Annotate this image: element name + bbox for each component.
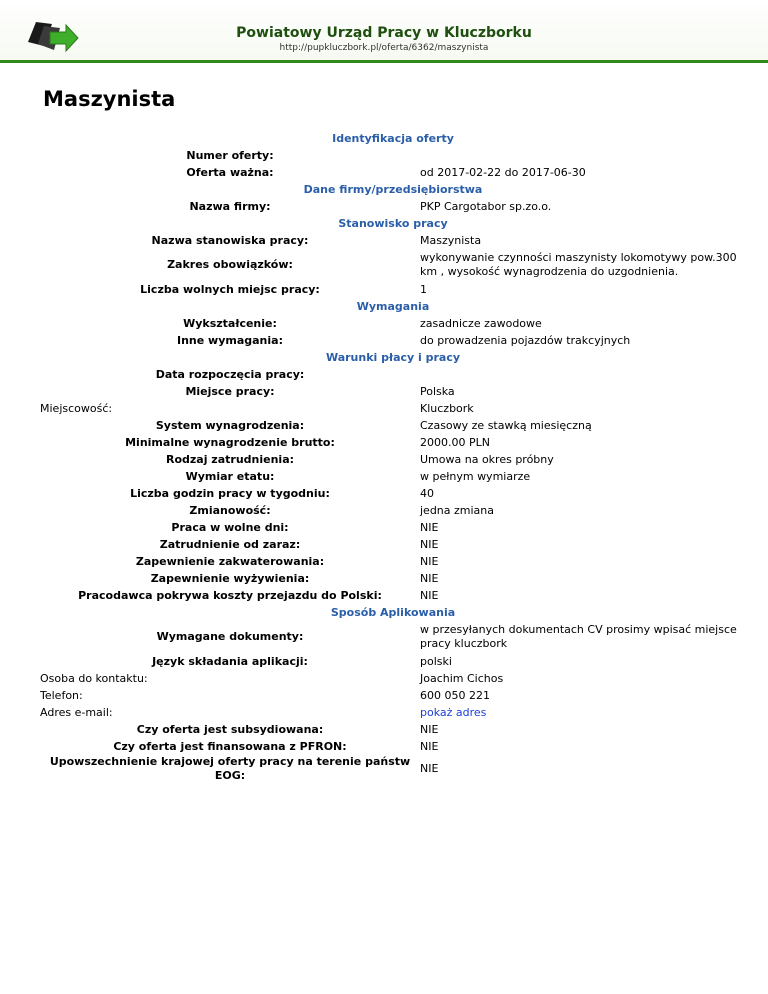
value-jezyk-aplikacji: polski — [420, 654, 452, 668]
value-praca-wolne-dni: NIE — [420, 520, 439, 534]
section-header-wymagania: Wymagania — [356, 299, 430, 313]
row-numer-oferty — [40, 147, 746, 164]
row-koszty-przejazdu — [40, 587, 746, 604]
label-rodzaj-zatrudnienia: Rodzaj zatrudnienia: — [165, 452, 295, 466]
value-wyksztalcenie: zasadnicze zawodowe — [420, 316, 542, 330]
label-telefon: Telefon: — [40, 688, 83, 702]
value-system-wynagrodzenia: Czasowy ze stawką miesięczną — [420, 418, 592, 432]
value-subsydiowana: NIE — [420, 722, 439, 736]
row-zakres-obowiazkow — [40, 249, 746, 281]
label-liczba-godzin: Liczba godzin pracy w tygodniu: — [130, 486, 330, 500]
label-miejscowosc: Miejscowość: — [40, 401, 113, 415]
label-email: Adres e-mail: — [40, 705, 113, 719]
row-subsydiowana — [40, 721, 746, 738]
offer-details-table — [40, 130, 746, 783]
site-header — [0, 0, 768, 63]
row-liczba-miejsc — [40, 281, 746, 298]
label-numer-oferty: Numer oferty: — [186, 148, 274, 162]
row-inne-wymagania — [40, 332, 746, 349]
value-zakwaterowanie: NIE — [420, 554, 439, 568]
label-miejsce-pracy: Miejsce pracy: — [185, 384, 275, 398]
row-data-rozpoczecia — [40, 366, 746, 383]
row-pfron — [40, 738, 746, 755]
row-liczba-godzin — [40, 485, 746, 502]
value-inne-wymagania: do prowadzenia pojazdów trakcyjnych — [420, 333, 631, 347]
label-jezyk-aplikacji: Język składania aplikacji: — [152, 654, 308, 668]
value-miejsce-pracy: Polska — [420, 384, 455, 398]
value-miejscowosc: Kluczbork — [420, 401, 474, 415]
value-nazwa-stanowiska: Maszynista — [420, 233, 482, 247]
label-pfron: Czy oferta jest finansowana z PFRON: — [113, 739, 347, 753]
row-miejscowosc — [40, 400, 746, 417]
label-oferta-wazna: Oferta ważna: — [186, 165, 274, 179]
row-telefon — [40, 687, 746, 704]
label-data-rozpoczecia: Data rozpoczęcia pracy: — [155, 367, 305, 381]
label-nazwa-stanowiska: Nazwa stanowiska pracy: — [151, 233, 309, 247]
label-nazwa-firmy: Nazwa firmy: — [189, 199, 271, 213]
row-system-wynagrodzenia — [40, 417, 746, 434]
label-zmianowosc: Zmianowość: — [189, 503, 271, 517]
page-title: Maszynista — [43, 87, 176, 111]
row-jezyk-aplikacji — [40, 653, 746, 670]
label-wymagane-dokumenty: Wymagane dokumenty: — [156, 630, 304, 643]
label-praca-wolne-dni: Praca w wolne dni: — [171, 520, 289, 534]
row-email — [40, 704, 746, 721]
row-min-wynagrodzenie — [40, 434, 746, 451]
row-zakwaterowanie — [40, 553, 746, 570]
value-min-wynagrodzenie: 2000.00 PLN — [420, 435, 490, 449]
value-email — [420, 704, 746, 721]
row-miejsce-pracy — [40, 383, 746, 400]
site-title[interactable]: Powiatowy Urząd Pracy w Kluczborku — [236, 25, 532, 41]
label-system-wynagrodzenia: System wynagrodzenia: — [155, 418, 305, 432]
value-wymagane-dokumenty: w przesyłanych dokumentach CV prosimy wpisać miejsce pracy kluczbork — [420, 623, 737, 650]
value-eog: NIE — [420, 762, 439, 775]
section-header-identyfikacja: Identyfikacja oferty — [332, 131, 454, 145]
label-wyzywienie: Zapewnienie wyżywienia: — [150, 571, 310, 585]
row-wymiar-etatu — [40, 468, 746, 485]
row-zmianowosc — [40, 502, 746, 519]
label-wyksztalcenie: Wykształcenie: — [183, 316, 277, 330]
value-numer-oferty — [420, 147, 746, 164]
label-wymiar-etatu: Wymiar etatu: — [185, 469, 275, 483]
value-liczba-godzin: 40 — [420, 486, 434, 500]
row-osoba-kontaktu — [40, 670, 746, 687]
label-min-wynagrodzenie: Minimalne wynagrodzenie brutto: — [125, 435, 335, 449]
label-inne-wymagania: Inne wymagania: — [177, 333, 283, 347]
section-header-aplikowanie: Sposób Aplikowania — [330, 605, 456, 619]
label-zakwaterowanie: Zapewnienie zakwaterowania: — [135, 554, 325, 568]
row-eog — [40, 755, 746, 783]
value-zatrudnienie-od-zaraz: NIE — [420, 537, 439, 551]
value-rodzaj-zatrudnienia: Umowa na okres próbny — [420, 452, 554, 466]
label-osoba-kontaktu: Osoba do kontaktu: — [40, 671, 148, 685]
value-wymiar-etatu: w pełnym wymiarze — [420, 469, 531, 483]
row-nazwa-firmy — [40, 198, 746, 215]
row-oferta-wazna — [40, 164, 746, 181]
value-oferta-wazna: od 2017-02-22 do 2017-06-30 — [420, 165, 586, 179]
value-osoba-kontaktu: Joachim Cichos — [420, 671, 504, 685]
value-koszty-przejazdu: NIE — [420, 588, 439, 602]
label-zakres-obowiazkow: Zakres obowiązków: — [167, 258, 293, 271]
label-zatrudnienie-od-zaraz: Zatrudnienie od zaraz: — [159, 537, 301, 551]
value-telefon: 600 050 221 — [420, 688, 490, 702]
value-nazwa-firmy: PKP Cargotabor sp.zo.o. — [420, 199, 552, 213]
page-url: http://pupkluczbork.pl/oferta/6362/maszynista — [279, 43, 489, 53]
row-nazwa-stanowiska — [40, 232, 746, 249]
value-zmianowosc: jedna zmiana — [420, 503, 495, 517]
row-wymagane-dokumenty — [40, 621, 746, 653]
row-praca-wolne-dni — [40, 519, 746, 536]
section-header-firma: Dane firmy/przedsiębiorstwa — [303, 182, 483, 196]
value-liczba-miejsc: 1 — [420, 282, 427, 296]
label-subsydiowana: Czy oferta jest subsydiowana: — [136, 722, 324, 736]
row-wyzywienie — [40, 570, 746, 587]
show-email-link[interactable]: pokaż adres — [420, 705, 487, 719]
value-pfron: NIE — [420, 739, 439, 753]
section-header-warunki: Warunki płacy i pracy — [325, 350, 461, 364]
label-liczba-miejsc: Liczba wolnych miejsc pracy: — [140, 282, 320, 296]
row-rodzaj-zatrudnienia — [40, 451, 746, 468]
value-zakres-obowiazkow: wykonywanie czynności maszynisty lokomotywy pow.300 km , wysokość wynagrodzenia do uzgodnienia. — [420, 251, 737, 278]
section-header-stanowisko: Stanowisko pracy — [338, 216, 448, 230]
row-zatrudnienie-od-zaraz — [40, 536, 746, 553]
label-koszty-przejazdu: Pracodawca pokrywa koszty przejazdu do Polski: — [78, 588, 382, 602]
row-wyksztalcenie — [40, 315, 746, 332]
value-wyzywienie: NIE — [420, 571, 439, 585]
value-data-rozpoczecia — [420, 366, 746, 383]
label-eog: Upowszechnienie krajowej oferty pracy na terenie państw EOG: — [49, 755, 411, 782]
